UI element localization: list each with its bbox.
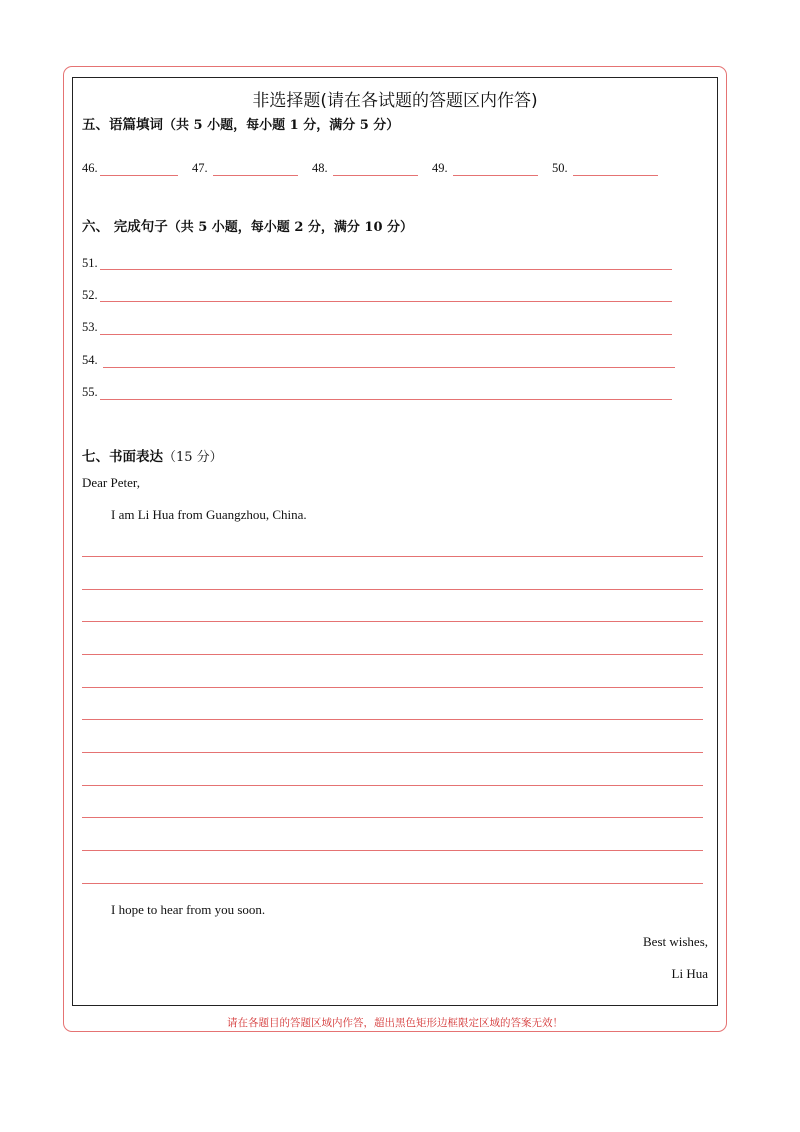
q51-label: 51.	[82, 256, 98, 270]
section6-heading-text: 六、 完成句子	[82, 219, 168, 235]
q53-answer-line[interactable]	[100, 334, 672, 335]
q50-blank[interactable]	[573, 175, 658, 176]
section7-heading	[82, 445, 223, 465]
page-title: 非选择题(请在各试题的答题区内作答)	[252, 91, 538, 111]
q48-blank[interactable]	[333, 175, 418, 176]
section7-heading-text: 七、书面表达	[82, 449, 163, 465]
q55-label: 55.	[82, 385, 98, 399]
section5-heading-text: 五、语篇填词	[82, 117, 163, 133]
writing-line[interactable]	[82, 589, 703, 590]
writing-line[interactable]	[82, 556, 703, 557]
q54-label: 54.	[82, 353, 98, 367]
q50-label: 50.	[552, 161, 568, 175]
writing-line[interactable]	[82, 687, 703, 688]
writing-line[interactable]	[82, 719, 703, 720]
writing-line[interactable]	[82, 621, 703, 622]
section6-heading	[82, 215, 413, 235]
q49-label: 49.	[432, 161, 448, 175]
section7-note: （15 分）	[163, 450, 223, 465]
writing-line[interactable]	[82, 850, 703, 851]
q51-answer-line[interactable]	[100, 269, 672, 270]
section5-heading	[82, 113, 399, 133]
writing-line[interactable]	[82, 654, 703, 655]
q47-label: 47.	[192, 161, 208, 175]
q55-answer-line[interactable]	[100, 399, 672, 400]
writing-line[interactable]	[82, 883, 703, 884]
letter-signoff: Best wishes,	[643, 934, 708, 949]
q53-label: 53.	[82, 320, 98, 334]
footer-warning: 请在各题目的答题区域内作答，超出黑色矩形边框限定区域的答案无效！	[227, 1017, 563, 1029]
letter-salutation: Dear Peter,	[82, 475, 140, 490]
section6-note: （共 5 小题，每小题 2 分，满分 10 分）	[167, 220, 414, 235]
q54-answer-line[interactable]	[103, 367, 675, 368]
writing-line[interactable]	[82, 752, 703, 753]
letter-closing: I hope to hear from you soon.	[111, 902, 266, 917]
q52-answer-line[interactable]	[100, 301, 672, 302]
section5-note: （共 5 小题，每小题 1 分，满分 5 分）	[163, 118, 400, 133]
q48-label: 48.	[312, 161, 328, 175]
q46-label: 46.	[82, 161, 98, 175]
q47-blank[interactable]	[213, 175, 298, 176]
writing-line[interactable]	[82, 785, 703, 786]
writing-line[interactable]	[82, 817, 703, 818]
q52-label: 52.	[82, 288, 98, 302]
letter-signature: Li Hua	[671, 966, 708, 981]
q46-blank[interactable]	[100, 175, 178, 176]
letter-opening: I am Li Hua from Guangzhou, China.	[111, 507, 307, 522]
q49-blank[interactable]	[453, 175, 538, 176]
